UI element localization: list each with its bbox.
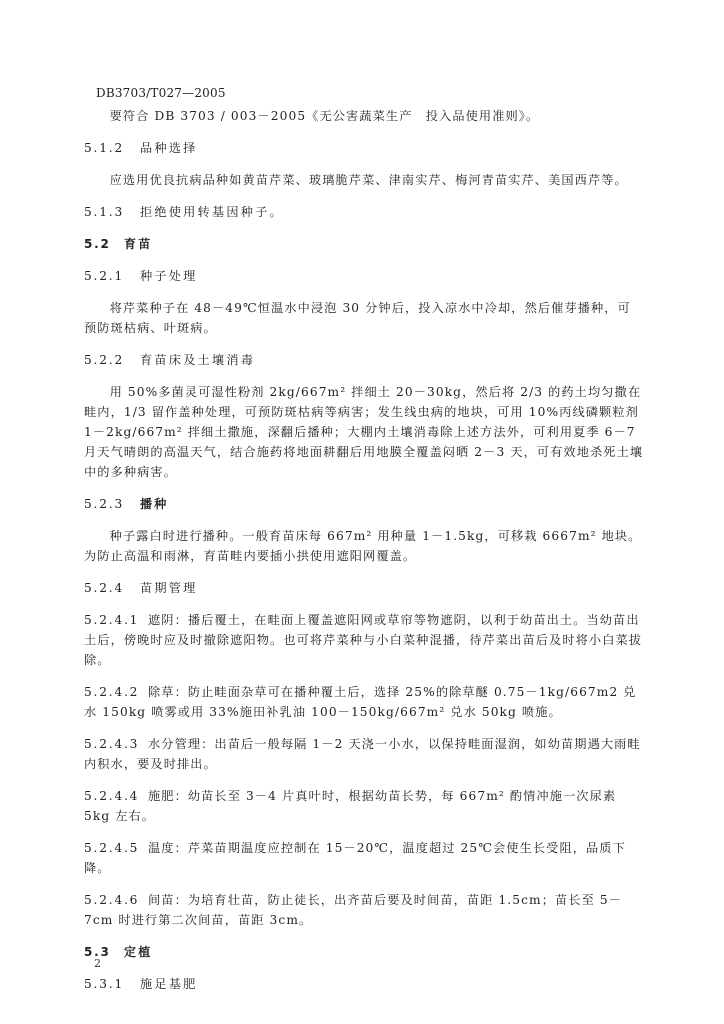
paragraph: 应选用优良抗病品种如黄苗芹菜、玻璃脆芹菜、津南实芹、梅河青苗实芹、美国西芹等。	[109, 173, 628, 187]
clause-5-2-4-2	[84, 682, 644, 722]
section-title: 种子处理	[140, 269, 198, 283]
clause-5-2-4-4	[84, 786, 644, 826]
clause-text: 间苗：为培育壮苗，防止徒长，出齐苗后要及时间苗，苗距 1.5cm；苗长至 5－7cm 时进行第二次间苗，苗距 3cm。	[84, 893, 622, 927]
section-heading-5-3-1	[84, 974, 644, 994]
document-body	[84, 106, 644, 1006]
document-id: DB3703/T027—2005	[96, 86, 226, 100]
paragraph: 种子露白时进行播种。一般育苗床每 667m² 用种量 1－1.5kg，可移栽 6667m² 地块。为防止高温和雨淋，育苗畦内要插小拱使用遮阳网覆盖。	[84, 529, 642, 563]
section-title: 播种	[140, 497, 169, 511]
paragraph: 用 50%多菌灵可湿性粉剂 2kg/667m² 拌细土 20－30kg，然后将 2/3 的药土均匀撒在畦内，1/3 留作盖种处理，可预防斑枯病等病害；发生线虫病的地块，可用 10%丙线磷颗粒剂 1－2kg/667m² 拌细土撒施，深翻后播种；大棚内土壤消毒除上述方法外，可利用夏季 6－7 月天气晴朗的高温天气，结合施药将地面耕翻后用地膜全覆盖闷晒 2－3 天，可有效地杀死土壤中的多种病害。	[84, 385, 644, 479]
clause-5-2-4-1	[84, 610, 644, 670]
section-number: 5.2.1	[84, 269, 125, 283]
clause-text: 遮阴：播后覆土，在畦面上覆盖遮阳网或草帘等物遮阴，以利于幼苗出土。当幼苗出土后，傍晚时应及时撤除遮阳物。也可将芹菜种与小白菜种混播，待芹菜出苗后及时将小白菜拔除。	[84, 613, 643, 667]
paragraph: 要符合 DB 3703 / 003－2005《无公害蔬菜生产 投入品使用准则》。	[109, 109, 540, 123]
section-title: 施足基肥	[140, 977, 198, 991]
section-heading-5-1-3	[84, 202, 644, 222]
section-number: 5.3.1	[84, 977, 125, 991]
section-heading-5-2-1	[84, 266, 644, 286]
section-number: 5.2	[84, 237, 111, 251]
section-title: 苗期管理	[140, 581, 198, 595]
clause-number: 5.2.4.2	[84, 685, 140, 699]
section-title: 定植	[124, 945, 153, 959]
section-number: 5.3	[84, 945, 111, 959]
clause-5-2-4-5	[84, 838, 644, 878]
clause-number: 5.2.4.5	[84, 841, 140, 855]
paragraph: 将芹菜种子在 48－49℃恒温水中浸泡 30 分钟后，投入凉水中冷却，然后催芽播种，可预防斑枯病、叶斑病。	[84, 301, 631, 335]
section-number: 5.2.2	[84, 353, 125, 367]
section-title: 育苗床及土壤消毒	[140, 353, 256, 367]
section-title: 品种选择	[140, 141, 198, 155]
clause-text: 温度：芹菜苗期温度应控制在 15－20℃，温度超过 25℃会使生长受阻，品质下降。	[84, 841, 626, 875]
section-number: 5.1.3	[84, 205, 125, 219]
section-number: 5.2.4	[84, 581, 125, 595]
clause-number: 5.2.4.1	[84, 613, 140, 627]
clause-text: 除草：防止畦面杂草可在播种覆土后，选择 25%的除草醚 0.75－1kg/667m2 兑水 150kg 喷雾或用 33%施田补乳油 100－150kg/667m² 兑水 50kg 喷施。	[84, 685, 637, 719]
clause-5-2-4-6	[84, 890, 644, 930]
section-heading-5-2-2	[84, 350, 644, 370]
clause-text: 水分管理：出苗后一般每隔 1－2 天浇一小水，以保持畦面湿润，如幼苗期遇大雨畦内积水，要及时排出。	[84, 737, 641, 771]
clause-number: 5.2.4.3	[84, 737, 140, 751]
section-title: 拒绝使用转基因种子。	[140, 205, 284, 219]
page-number: 2	[94, 957, 101, 970]
section-heading-5-2-4	[84, 578, 644, 598]
clause-number: 5.2.4.4	[84, 789, 140, 803]
section-number: 5.1.2	[84, 141, 125, 155]
clause-number: 5.2.4.6	[84, 893, 140, 907]
section-heading-5-2-3	[84, 494, 644, 514]
clause-5-2-4-3	[84, 734, 644, 774]
section-heading-5-2	[84, 234, 644, 254]
clause-text: 施肥：幼苗长至 3－4 片真叶时，根据幼苗长势，每 667m² 酌情冲施一次尿素 5kg 左右。	[84, 789, 617, 823]
section-heading-5-3	[84, 942, 644, 962]
section-number: 5.2.3	[84, 497, 125, 511]
section-heading-5-1-2	[84, 138, 644, 158]
section-title: 育苗	[124, 237, 153, 251]
